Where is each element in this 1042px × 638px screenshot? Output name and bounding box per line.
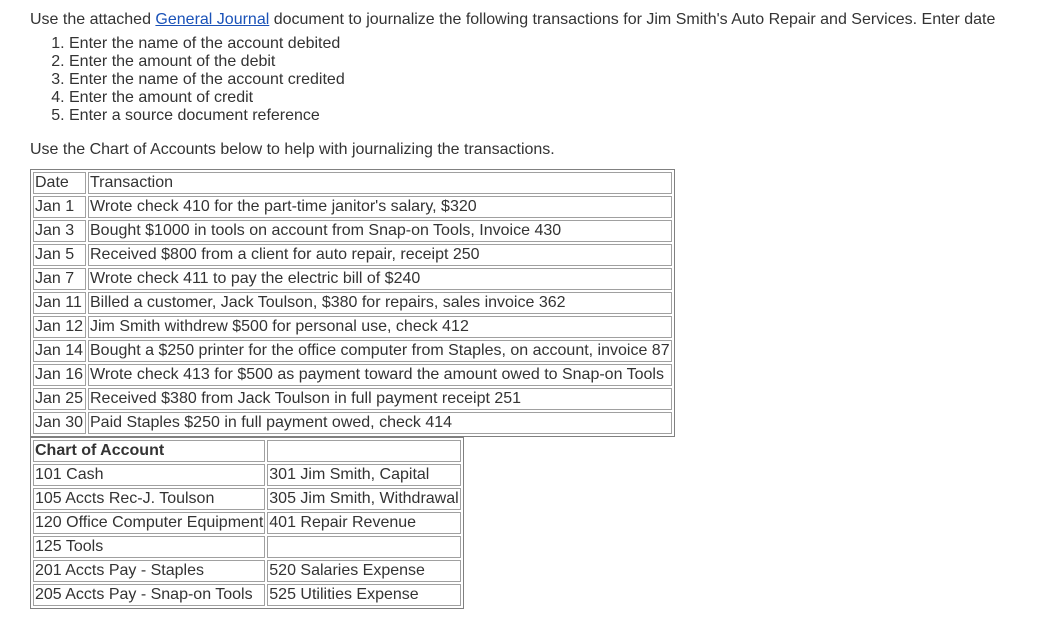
table-row: [33, 560, 461, 582]
table-row: [33, 364, 672, 386]
transaction-description: Paid Staples $250 in full payment owed, check 414: [88, 412, 672, 434]
transaction-date: Jan 7: [33, 268, 86, 290]
transaction-description: Bought $1000 in tools on account from Snap-on Tools, Invoice 430: [88, 220, 672, 242]
account-cell: 525 Utilities Expense: [267, 584, 460, 606]
account-cell: 305 Jim Smith, Withdrawal: [267, 488, 460, 510]
transaction-date: Jan 3: [33, 220, 86, 242]
table-row: [33, 292, 672, 314]
intro-text-before: Use the attached: [30, 11, 156, 28]
step-item: 2. Enter the amount of the debit: [69, 53, 1030, 71]
transaction-date: Jan 12: [33, 316, 86, 338]
transaction-date: Jan 5: [33, 244, 86, 266]
account-cell: 301 Jim Smith, Capital: [267, 464, 460, 486]
transaction-description: Received $800 from a client for auto repair, receipt 250: [88, 244, 672, 266]
account-cell: [267, 536, 460, 558]
transaction-description: Received $380 from Jack Toulson in full payment receipt 251: [88, 388, 672, 410]
account-cell: 125 Tools: [33, 536, 265, 558]
table-row: [33, 584, 461, 606]
transaction-description: Bought a $250 printer for the office computer from Staples, on account, invoice 87: [88, 340, 672, 362]
transaction-date: Jan 25: [33, 388, 86, 410]
table-row: [33, 316, 672, 338]
account-cell: 520 Salaries Expense: [267, 560, 460, 582]
table-row: [33, 488, 461, 510]
table-row: [33, 388, 672, 410]
instruction-steps: [30, 35, 1030, 125]
step-item: 3. Enter the name of the account credited: [69, 71, 1030, 89]
transaction-description: Wrote check 410 for the part-time janitor's salary, $320: [88, 196, 672, 218]
transactions-table: [30, 169, 675, 437]
table-row: [33, 220, 672, 242]
table-row: [33, 268, 672, 290]
step-item: 5. Enter a source document reference: [69, 107, 1030, 125]
table-row: [33, 464, 461, 486]
transaction-date: Jan 14: [33, 340, 86, 362]
table-row: [33, 244, 672, 266]
table-row: [33, 512, 461, 534]
intro-paragraph: [30, 10, 1030, 30]
table-row: [33, 196, 672, 218]
intro-text-after: document to journalize the following transactions for Jim Smith's Auto Repair and Services. Enter date: [269, 11, 996, 28]
account-cell: 205 Accts Pay - Snap-on Tools: [33, 584, 265, 606]
transaction-description: Billed a customer, Jack Toulson, $380 for repairs, sales invoice 362: [88, 292, 672, 314]
transaction-header: Transaction: [88, 172, 672, 194]
account-cell: 401 Repair Revenue: [267, 512, 460, 534]
transaction-date: Jan 30: [33, 412, 86, 434]
chart-intro-paragraph: Use the Chart of Accounts below to help with journalizing the transactions.: [30, 141, 555, 158]
document-body: [30, 10, 1030, 609]
table-row: [33, 536, 461, 558]
chart-of-accounts-title: Chart of Account: [33, 440, 265, 462]
chart-of-accounts-title-blank: [267, 440, 460, 462]
account-cell: 105 Accts Rec-J. Toulson: [33, 488, 265, 510]
account-cell: 120 Office Computer Equipment: [33, 512, 265, 534]
transaction-date: Jan 16: [33, 364, 86, 386]
transactions-header-row: [33, 172, 672, 194]
general-journal-link[interactable]: General Journal: [155, 11, 270, 28]
transaction-description: Wrote check 411 to pay the electric bill of $240: [88, 268, 672, 290]
transaction-description: Wrote check 413 for $500 as payment toward the amount owed to Snap-on Tools: [88, 364, 672, 386]
chart-of-accounts-table: [30, 437, 464, 609]
account-cell: 101 Cash: [33, 464, 265, 486]
account-cell: 201 Accts Pay - Staples: [33, 560, 265, 582]
chart-of-accounts-header-row: [33, 440, 461, 462]
transaction-date: Jan 11: [33, 292, 86, 314]
step-item: 4. Enter the amount of credit: [69, 89, 1030, 107]
step-item: 1. Enter the name of the account debited: [69, 35, 1030, 53]
table-row: [33, 340, 672, 362]
table-row: [33, 412, 672, 434]
date-header: Date: [33, 172, 86, 194]
transaction-date: Jan 1: [33, 196, 86, 218]
transaction-description: Jim Smith withdrew $500 for personal use, check 412: [88, 316, 672, 338]
